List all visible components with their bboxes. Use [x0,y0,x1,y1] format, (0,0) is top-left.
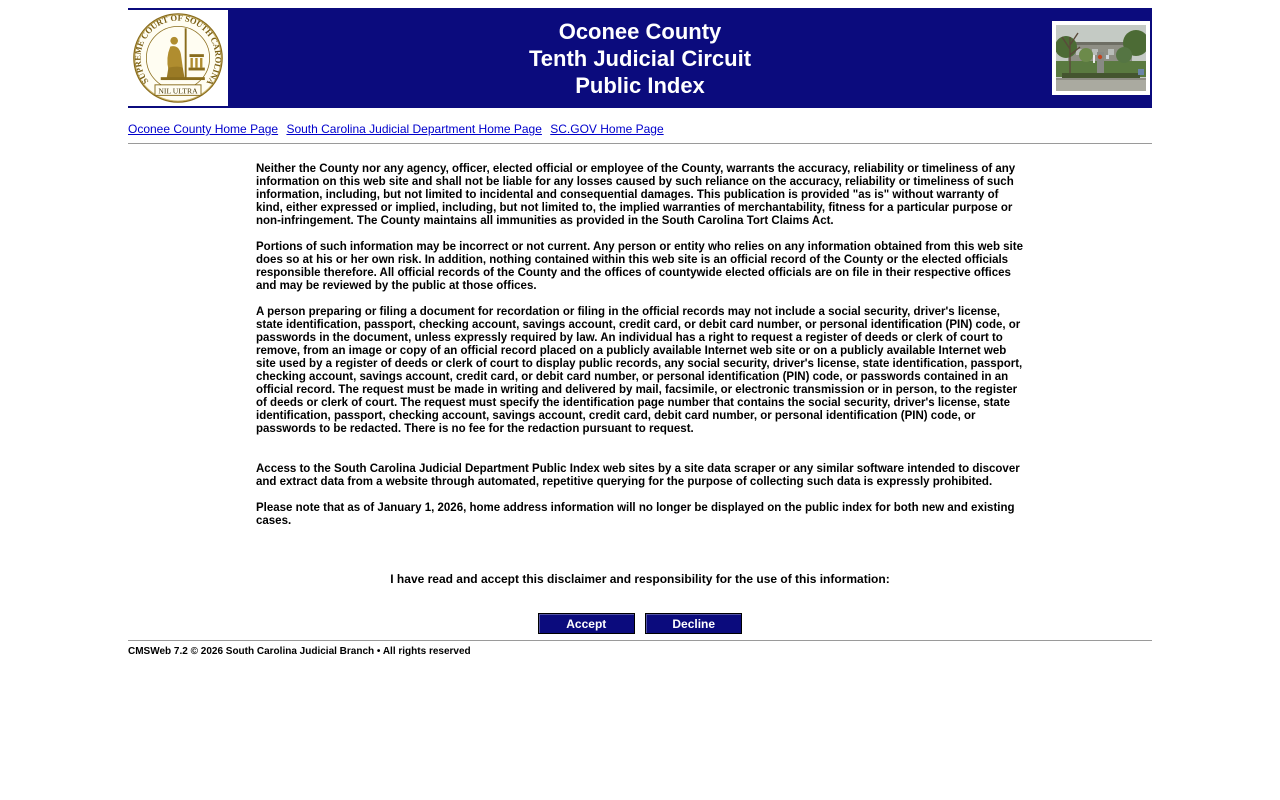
disclaimer-section [256,144,1024,528]
disclaimer-paragraph-accuracy: Portions of such information may be incorrect or not current. Any person or entity who relies on any information obtained from this web site does so at his or her own risk. In addition, nothing contained within this web site is an official record of the County or the elected officials responsible therefore. All official records of the County and the offices of countywide elected officials are on file in their respective offices and may be reviewed by the public at those offices. [256,241,1023,292]
decline-button[interactable]: Decline [645,613,742,634]
link-scgov-home[interactable]: SC.GOV Home Page [550,122,664,136]
accept-button[interactable]: Accept [538,613,635,634]
link-sc-judicial-dept-home[interactable]: South Carolina Judicial Department Home Page [286,122,542,136]
disclaimer-paragraph-warranty: Neither the County nor any agency, officer, elected official or employee of the County, warrants the accuracy, reliability or timeliness of any information on this web site and shall not be liable for any losses caused by such reliance on the accuracy, reliability or timeliness of such information, including, but not limited to incidental and consequential damages. This publication is provided "as is" without warranty of kind, either expressed or implied, including, but not limited to, the implied warranties of merchantability, fitness for a particular purpose or non-infringement. The County maintains all immunities as provided in the South Carolina Tort Claims Act. [256,163,1016,227]
page-title [228,18,1052,99]
title-line-county: Oconee County [558,18,722,44]
title-line-index: Public Index [575,72,705,98]
nav-links [128,122,1152,137]
acceptance-statement: I have read and accept this disclaimer and responsibility for the use of this information: [390,572,890,586]
title-line-circuit: Tenth Judicial Circuit [528,45,752,71]
footer-copyright: CMSWeb 7.2 © 2026 South Carolina Judicial Branch • All rights reserved [128,646,471,657]
supreme-court-seal-icon [130,12,226,104]
footer-divider [128,640,1152,641]
courthouse-photo [1052,21,1150,95]
seal-ring-text: SUPREME COURT OF SOUTH CAROLINA [132,12,224,88]
disclaimer-paragraph-scraper: Access to the South Carolina Judicial Department Public Index web sites by a site data scraper or any similar software intended to discover and extract data from a website through automated, repetitive querying for the purpose of collecting such data is expressly prohibited. [256,463,1020,488]
header-banner [128,8,1152,108]
page-container [128,8,1152,777]
disclaimer-paragraph-redaction: A person preparing or filing a document for recordation or filing in the official records may not include a social security, driver's license, state identification, passport, checking account, savings account, credit card, or debit card number, or personal identification (PIN) code, or passwords in the document, unless expressly required by law. An individual has a right to request a register of deeds or clerk of court to remove, from an image or copy of an official record placed on a publicly available Internet web site or on a publicly available Internet web site used by a register of deeds or clerk of court to display public records, any social security, driver's license, state identification, passport, checking account, savings account, credit card, or debit card number, or personal identification (PIN) code, or passwords contained in an official record. The request must be made in writing and delivered by mail, facsimile, or electronic transmission or in person, to the register of deeds or clerk of court. The request must specify the identification page number that contains the social security, driver's license, state identification, passport, checking account, savings account, credit card, debit card number, or personal identification (PIN) code, or passwords to be redacted. There is no fee for the redaction pursuant to request. [256,306,1023,435]
courthouse-photo-image [1056,25,1146,91]
disclaimer-paragraph-address-notice: Please note that as of January 1, 2026, home address information will no longer be displayed on the public index for both new and existing cases. [256,502,1015,527]
acceptance-buttons [128,613,1152,634]
seal-banner-text: NIL ULTRA [158,86,198,96]
seal-box [128,10,228,106]
link-oconee-county-home[interactable]: Oconee County Home Page [128,122,279,136]
